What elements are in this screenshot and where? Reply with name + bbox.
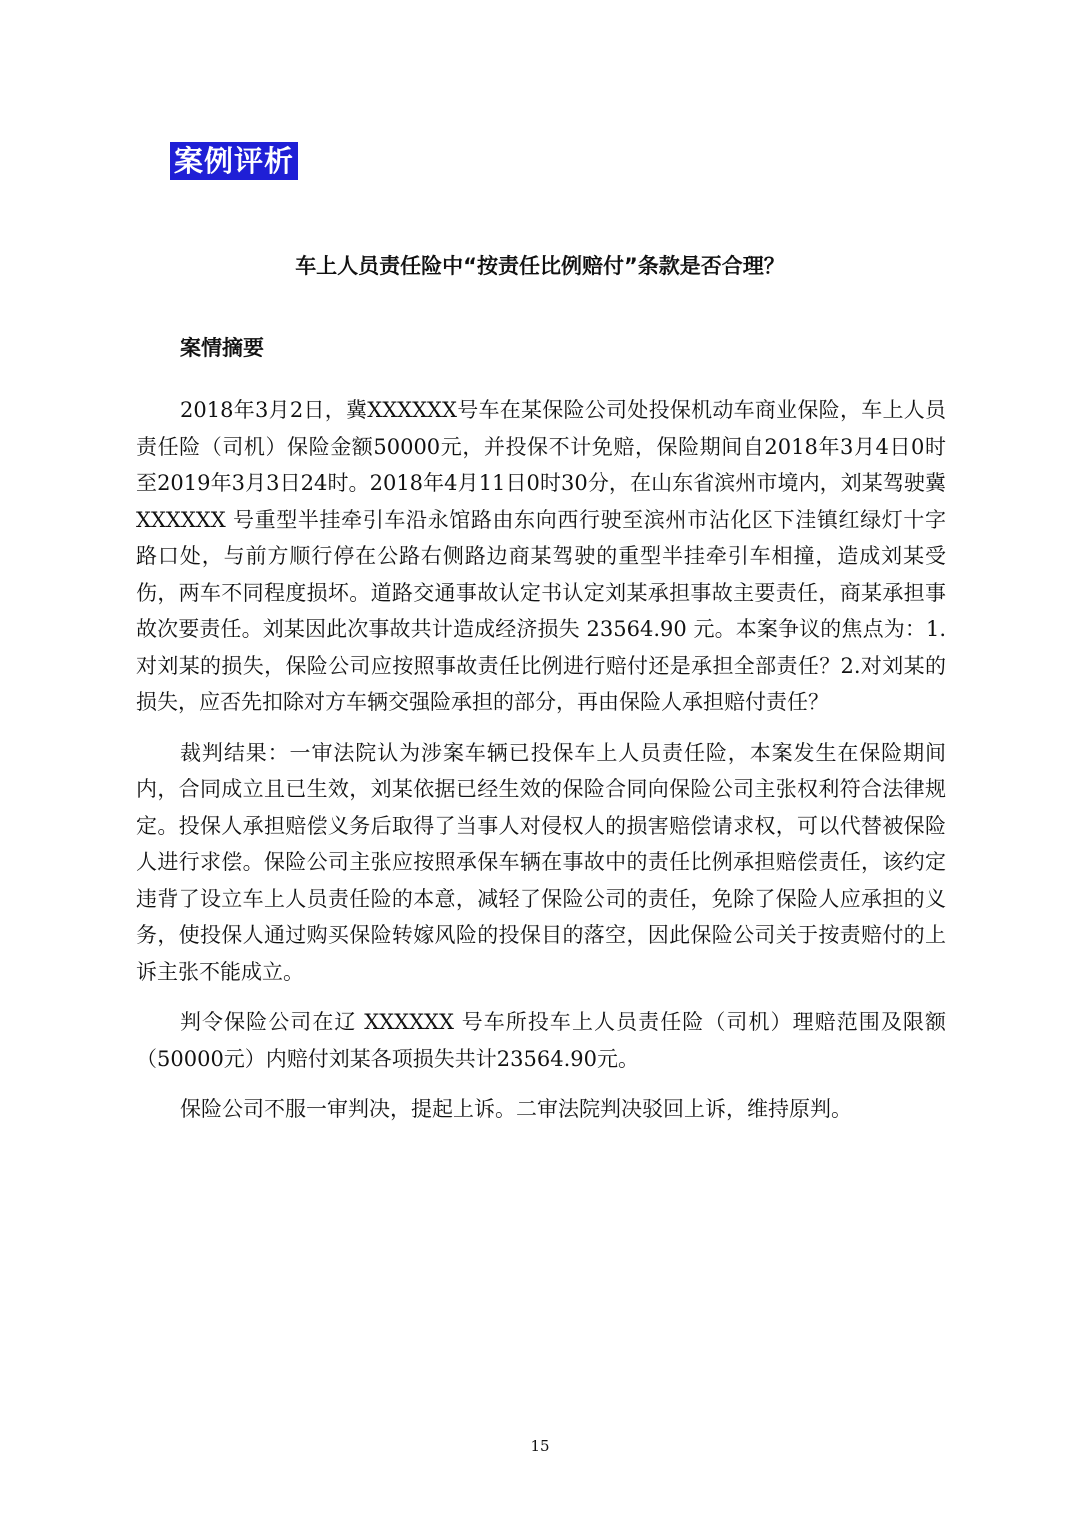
article-title: 车上人员责任险中“按责任比例赔付”条款是否合理？ bbox=[295, 254, 785, 278]
paragraph-case-facts: 2018年3月2日，冀XXXXXX号车在某保险公司处投保机动车商业保险，车上人员责任险（司机）保险金额50000元，并投保不计免赔，保险期间自2018年3月4日0时至2019年3月3日24时。2018年4月11日0时30分，在山东省滨州市境内，刘某驾驶冀 XXXXXX 号重型半挂牵引车沿永馆路由东向西行驶至滨州市沾化区下洼镇红绿灯十字路口处，与前方顺行停在公路右侧路边商某驾驶的重型半挂牵引车相撞，造成刘某受伤，两车不同程度损坏。道路交通事故认定书认定刘某承担事故主要责任，商某承担事故次要责任。刘某因此次事故共计造成经济损失 23564.90 元。本案争议的焦点为：1.对刘某的损失，保险公司应按照事故责任比例进行赔付还是承担全部责任？2.对刘某的损失，应否先扣除对方车辆交强险承担的部分，再由保险人承担赔付责任？ bbox=[136, 398, 946, 714]
article-body bbox=[136, 392, 946, 1142]
case-summary-heading: 案情摘要 bbox=[180, 336, 264, 360]
page-number: 15 bbox=[530, 1437, 550, 1455]
paragraph-order: 判令保险公司在辽 XXXXXX 号车所投车上人员责任险（司机）理赔范围及限额（50000元）内赔付刘某各项损失共计23564.90元。 bbox=[136, 1010, 946, 1071]
paragraph-appeal: 保险公司不服一审判决，提起上诉。二审法院判决驳回上诉，维持原判。 bbox=[180, 1097, 852, 1121]
section-tag: 案例评析 bbox=[170, 142, 298, 180]
paragraph-judgment: 裁判结果：一审法院认为涉案车辆已投保车上人员责任险，本案发生在保险期间内，合同成立且已生效，刘某依据已经生效的保险合同向保险公司主张权利符合法律规定。投保人承担赔偿义务后取得了当事人对侵权人的损害赔偿请求权，可以代替被保险人进行求偿。保险公司主张应按照承保车辆在事故中的责任比例承担赔偿责任，该约定违背了设立车上人员责任险的本意，减轻了保险公司的责任，免除了保险人应承担的义务，使投保人通过购买保险转嫁风险的投保目的落空，因此保险公司关于按责赔付的上诉主张不能成立。 bbox=[136, 740, 946, 984]
